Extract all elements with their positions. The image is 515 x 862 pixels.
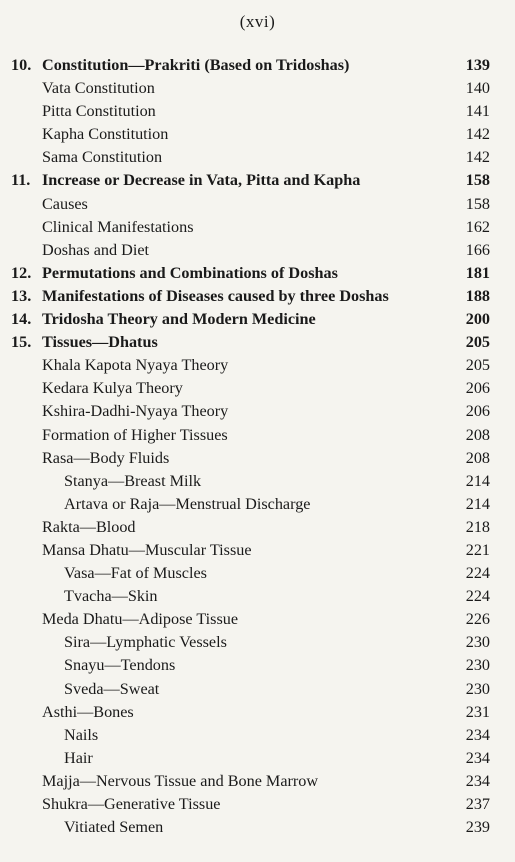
toc-title: Vitiated Semen [64,818,164,837]
toc-entry-row [0,770,515,793]
toc-title: Increase or Decrease in Vata, Pitta and Kapha [42,171,361,190]
toc-page-number: 140 [465,79,490,98]
toc-entry-row [0,493,515,516]
toc-entry-row [0,585,515,608]
toc-entry-row [0,447,515,470]
toc-entry-row [0,123,515,146]
toc-entry-row [0,400,515,423]
toc-title: Sira—Lymphatic Vessels [64,633,227,652]
toc-page-number: 139 [465,56,490,74]
toc-title: Tissues—Dhatus [42,333,158,352]
toc-page-number: 206 [465,402,490,421]
chapter-number: 14. [11,310,32,329]
toc-chapter-row [0,54,515,77]
toc-page-number: 234 [465,725,490,744]
toc-title: Tridosha Theory and Modern Medicine [42,310,316,329]
toc-title: Constitution—Prakriti (Based on Tridoshas) [42,56,350,74]
toc-page-number: 224 [465,564,490,583]
toc-entry-row [0,539,515,562]
toc-entry-row [0,562,515,585]
toc-title: Majja—Nervous Tissue and Bone Marrow [42,771,319,790]
toc-entry-row [0,100,515,123]
toc-title: Pitta Constitution [42,102,156,121]
toc-entry-row [0,77,515,100]
toc-title: Causes [42,194,88,213]
toc-chapter-row [0,262,515,285]
toc-title: Rakta—Blood [42,517,136,536]
toc-title: Snayu—Tendons [64,656,176,675]
chapter-number: 11. [11,171,31,190]
toc-entry-row [0,377,515,400]
toc-title: Shukra—Generative Tissue [42,795,221,813]
toc-title: Formation of Higher Tissues [42,425,228,444]
toc-page-number: 218 [465,517,490,536]
toc-page-number: 181 [465,263,490,282]
toc-entry-row [0,747,515,770]
toc-title: Rasa—Body Fluids [42,448,170,467]
toc-title: Sveda—Sweat [64,679,160,698]
toc-chapter-row [0,169,515,192]
toc-chapter-row [0,331,515,354]
toc-page-number: 208 [465,425,490,444]
toc-page-number: 234 [465,771,490,790]
toc-page-number: 226 [465,610,490,629]
toc-title: Tvacha—Skin [64,587,158,606]
toc-page-number: 214 [465,494,490,513]
toc-entry-row [0,816,515,839]
toc-page-number: 224 [465,587,490,606]
toc-title: Artava or Raja—Menstrual Discharge [64,494,311,513]
toc-title: Kedara Kulya Theory [42,379,183,398]
toc-page-number: 221 [465,540,490,559]
chapter-number: 10. [11,56,32,74]
toc-entry-row [0,424,515,447]
toc-entry-row [0,793,515,816]
toc-title: Sama Constitution [42,148,163,167]
toc-page-number: 214 [465,471,490,490]
toc-title: Asthi—Bones [42,702,134,721]
toc-page-number: 142 [465,125,490,144]
toc-title: Doshas and Diet [42,240,149,259]
toc-page-number: 142 [465,148,490,167]
toc-title: Nails [64,725,99,744]
toc-page-number: 230 [465,633,490,652]
toc-entry-row [0,631,515,654]
toc-title: Meda Dhatu—Adipose Tissue [42,610,239,629]
toc-title: Kapha Constitution [42,125,169,144]
toc-entry-row [0,216,515,239]
toc-entry-row [0,608,515,631]
toc-title: Kshira-Dadhi-Nyaya Theory [42,402,229,421]
toc-page-number: 239 [465,818,490,837]
chapter-number: 12. [11,263,32,282]
toc-title: Vata Constitution [42,79,155,98]
toc-entry-row [0,470,515,493]
toc-page-number: 200 [465,310,490,329]
toc-page-number: 166 [465,240,490,259]
toc-page-number: 237 [465,795,490,813]
toc-page-number: 230 [465,656,490,675]
toc-page-number: 162 [465,217,490,236]
toc-title: Permutations and Combinations of Doshas [42,263,338,282]
toc-entry-row [0,654,515,677]
toc-entry-row [0,193,515,216]
toc-page-number: 158 [465,194,490,213]
toc-title: Clinical Manifestations [42,217,194,236]
toc-page-number: 234 [465,748,490,767]
toc-page-number: 158 [465,171,490,190]
toc-page-number: 188 [465,286,490,305]
toc-chapter-row [0,285,515,308]
toc-title: Mansa Dhatu—Muscular Tissue [42,540,252,559]
toc-entry-row [0,701,515,724]
toc-page-number: 230 [465,679,490,698]
toc-chapter-row [0,308,515,331]
chapter-number: 15. [11,333,32,352]
toc-entry-row [0,146,515,169]
toc-page-number: 231 [465,702,490,721]
toc-title: Hair [64,748,93,767]
chapter-number: 13. [11,286,32,305]
toc-page-number: 208 [465,448,490,467]
toc-page-number: 205 [465,333,490,352]
toc-title: Vasa—Fat of Muscles [64,564,207,583]
toc-title: Stanya—Breast Milk [64,471,202,490]
toc-page-number: 205 [465,356,490,375]
toc-entry-row [0,678,515,701]
toc-entry-row [0,239,515,262]
table-of-contents [0,54,515,839]
toc-entry-row [0,354,515,377]
toc-title: Manifestations of Diseases caused by three Doshas [42,286,389,305]
toc-entry-row [0,516,515,539]
toc-page-number: 206 [465,379,490,398]
toc-entry-row [0,724,515,747]
page-number: (xvi) [239,12,276,31]
toc-page-number: 141 [465,102,490,121]
toc-title: Khala Kapota Nyaya Theory [42,356,229,375]
